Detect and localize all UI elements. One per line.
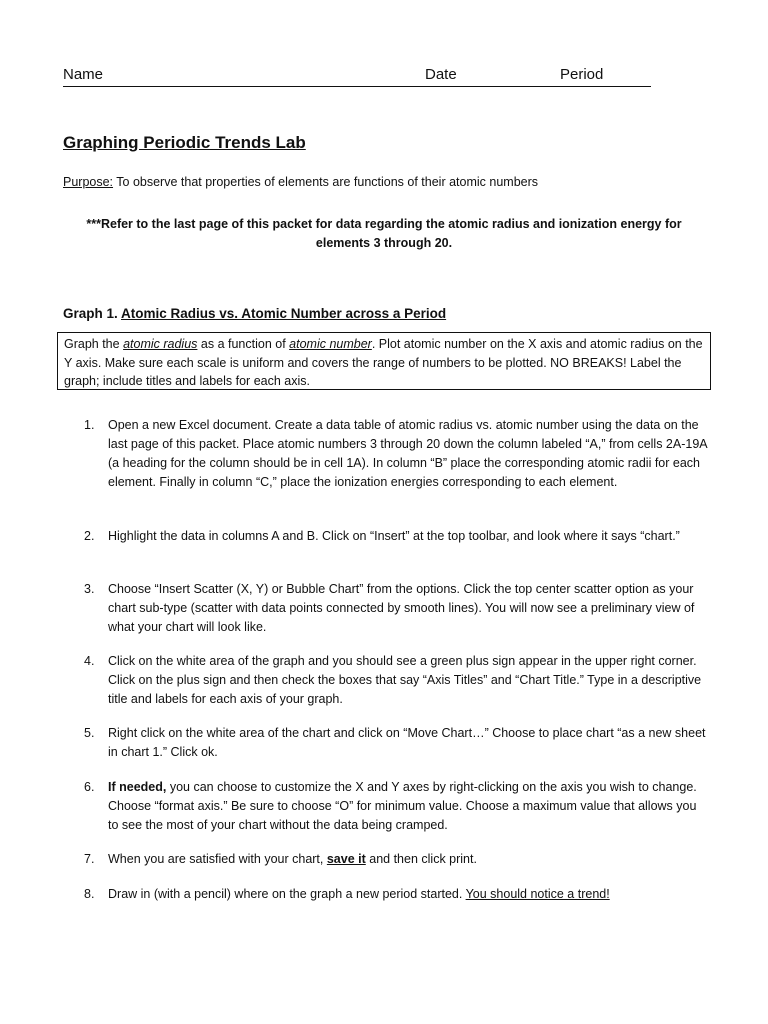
box-text-1: Graph the [64,337,124,351]
step-number: 8. [84,887,95,901]
header-line [63,66,651,87]
purpose-text: To observe that properties of elements are functions of their atomic numbers [113,175,539,189]
step-number: 3. [84,582,95,596]
step-text: Highlight the data in columns A and B. Click on “Insert” at the top toolbar, and look where it says “chart.” [108,529,680,543]
step-number: 7. [84,852,95,866]
step-text [108,850,708,869]
graph1-prefix: Graph 1. [63,306,122,321]
step-pre: Draw in (with a pencil) where on the graph a new period started. [108,887,466,901]
box-text-3: . Plot atomic number on the X axis and atomic radius on the Y axis. Make sure each scale is uniform and covers the range of numbers to be plotted. NO BREAKS! Label the graph; include titles and labels for each axis. [64,337,703,388]
refer-note: ***Refer to the last page of this packet for data regarding the atomic radius and ionization energy for elements 3 through 20. [86,217,682,250]
term-atomic-radius: atomic radius [123,337,198,351]
term-atomic-number: atomic number [289,337,372,351]
step-pre: When you are satisfied with your chart, [108,852,327,866]
step-text [108,778,708,835]
graph1-instructions-box [57,332,711,390]
box-text-2: as a function of [197,337,290,351]
step-text [108,885,708,904]
graph1-title: Atomic Radius vs. Atomic Number across a Period [121,306,447,321]
step-number: 2. [84,529,95,543]
step-emphasis: save it [326,852,366,866]
step-text: Choose “Insert Scatter (X, Y) or Bubble Chart” from the options. Click the top center scatter option as your chart sub-type (scatter with data points connected by smooth lines). You will now see a preliminary view of what your chart will look like. [108,582,695,634]
purpose-line [63,175,538,189]
step-text: Open a new Excel document. Create a data table of atomic radius vs. atomic number using the data on the last page of this packet. Place atomic numbers 3 through 20 down the column labeled “A,” from cells 2A-19A (a heading for the column should be in cell 1A). In column “B” place the corresponding atomic radii for each element. Finally in column “C,” place the ionization energies corresponding to each element. [108,418,707,489]
step-text: Right click on the white area of the chart and click on “Move Chart…” Choose to place chart “as a new sheet in chart 1.” Click ok. [108,726,706,759]
step-number: 1. [84,418,95,432]
period-label: Period [560,66,604,83]
step-underline: You should notice a trend! [465,887,610,901]
step-body: you can choose to customize the X and Y axes by right-clicking on the axis you wish to change. Choose “format axis.” Be sure to choose “O” for minimum value. Choose a maximum value that allows you to see the most of your chart without the data being cramped. [108,780,697,832]
step-text: Click on the white area of the graph and you should see a green plus sign appear in the upper right corner. Click on the plus sign and then check the boxes that say “Axis Titles” and “Chart Title.” Type in a descriptive title and labels for each axis of your graph. [108,654,702,706]
name-label: Name [63,66,104,83]
step-post: and then click print. [365,852,477,866]
step-emphasis: If needed, [108,780,167,794]
step-number: 6. [84,780,95,794]
step-number: 4. [84,654,95,668]
purpose-label: Purpose: [63,175,114,189]
page-title: Graphing Periodic Trends Lab [63,133,306,152]
step-number: 5. [84,726,95,740]
date-label: Date [425,66,457,83]
graph1-heading [63,306,446,321]
